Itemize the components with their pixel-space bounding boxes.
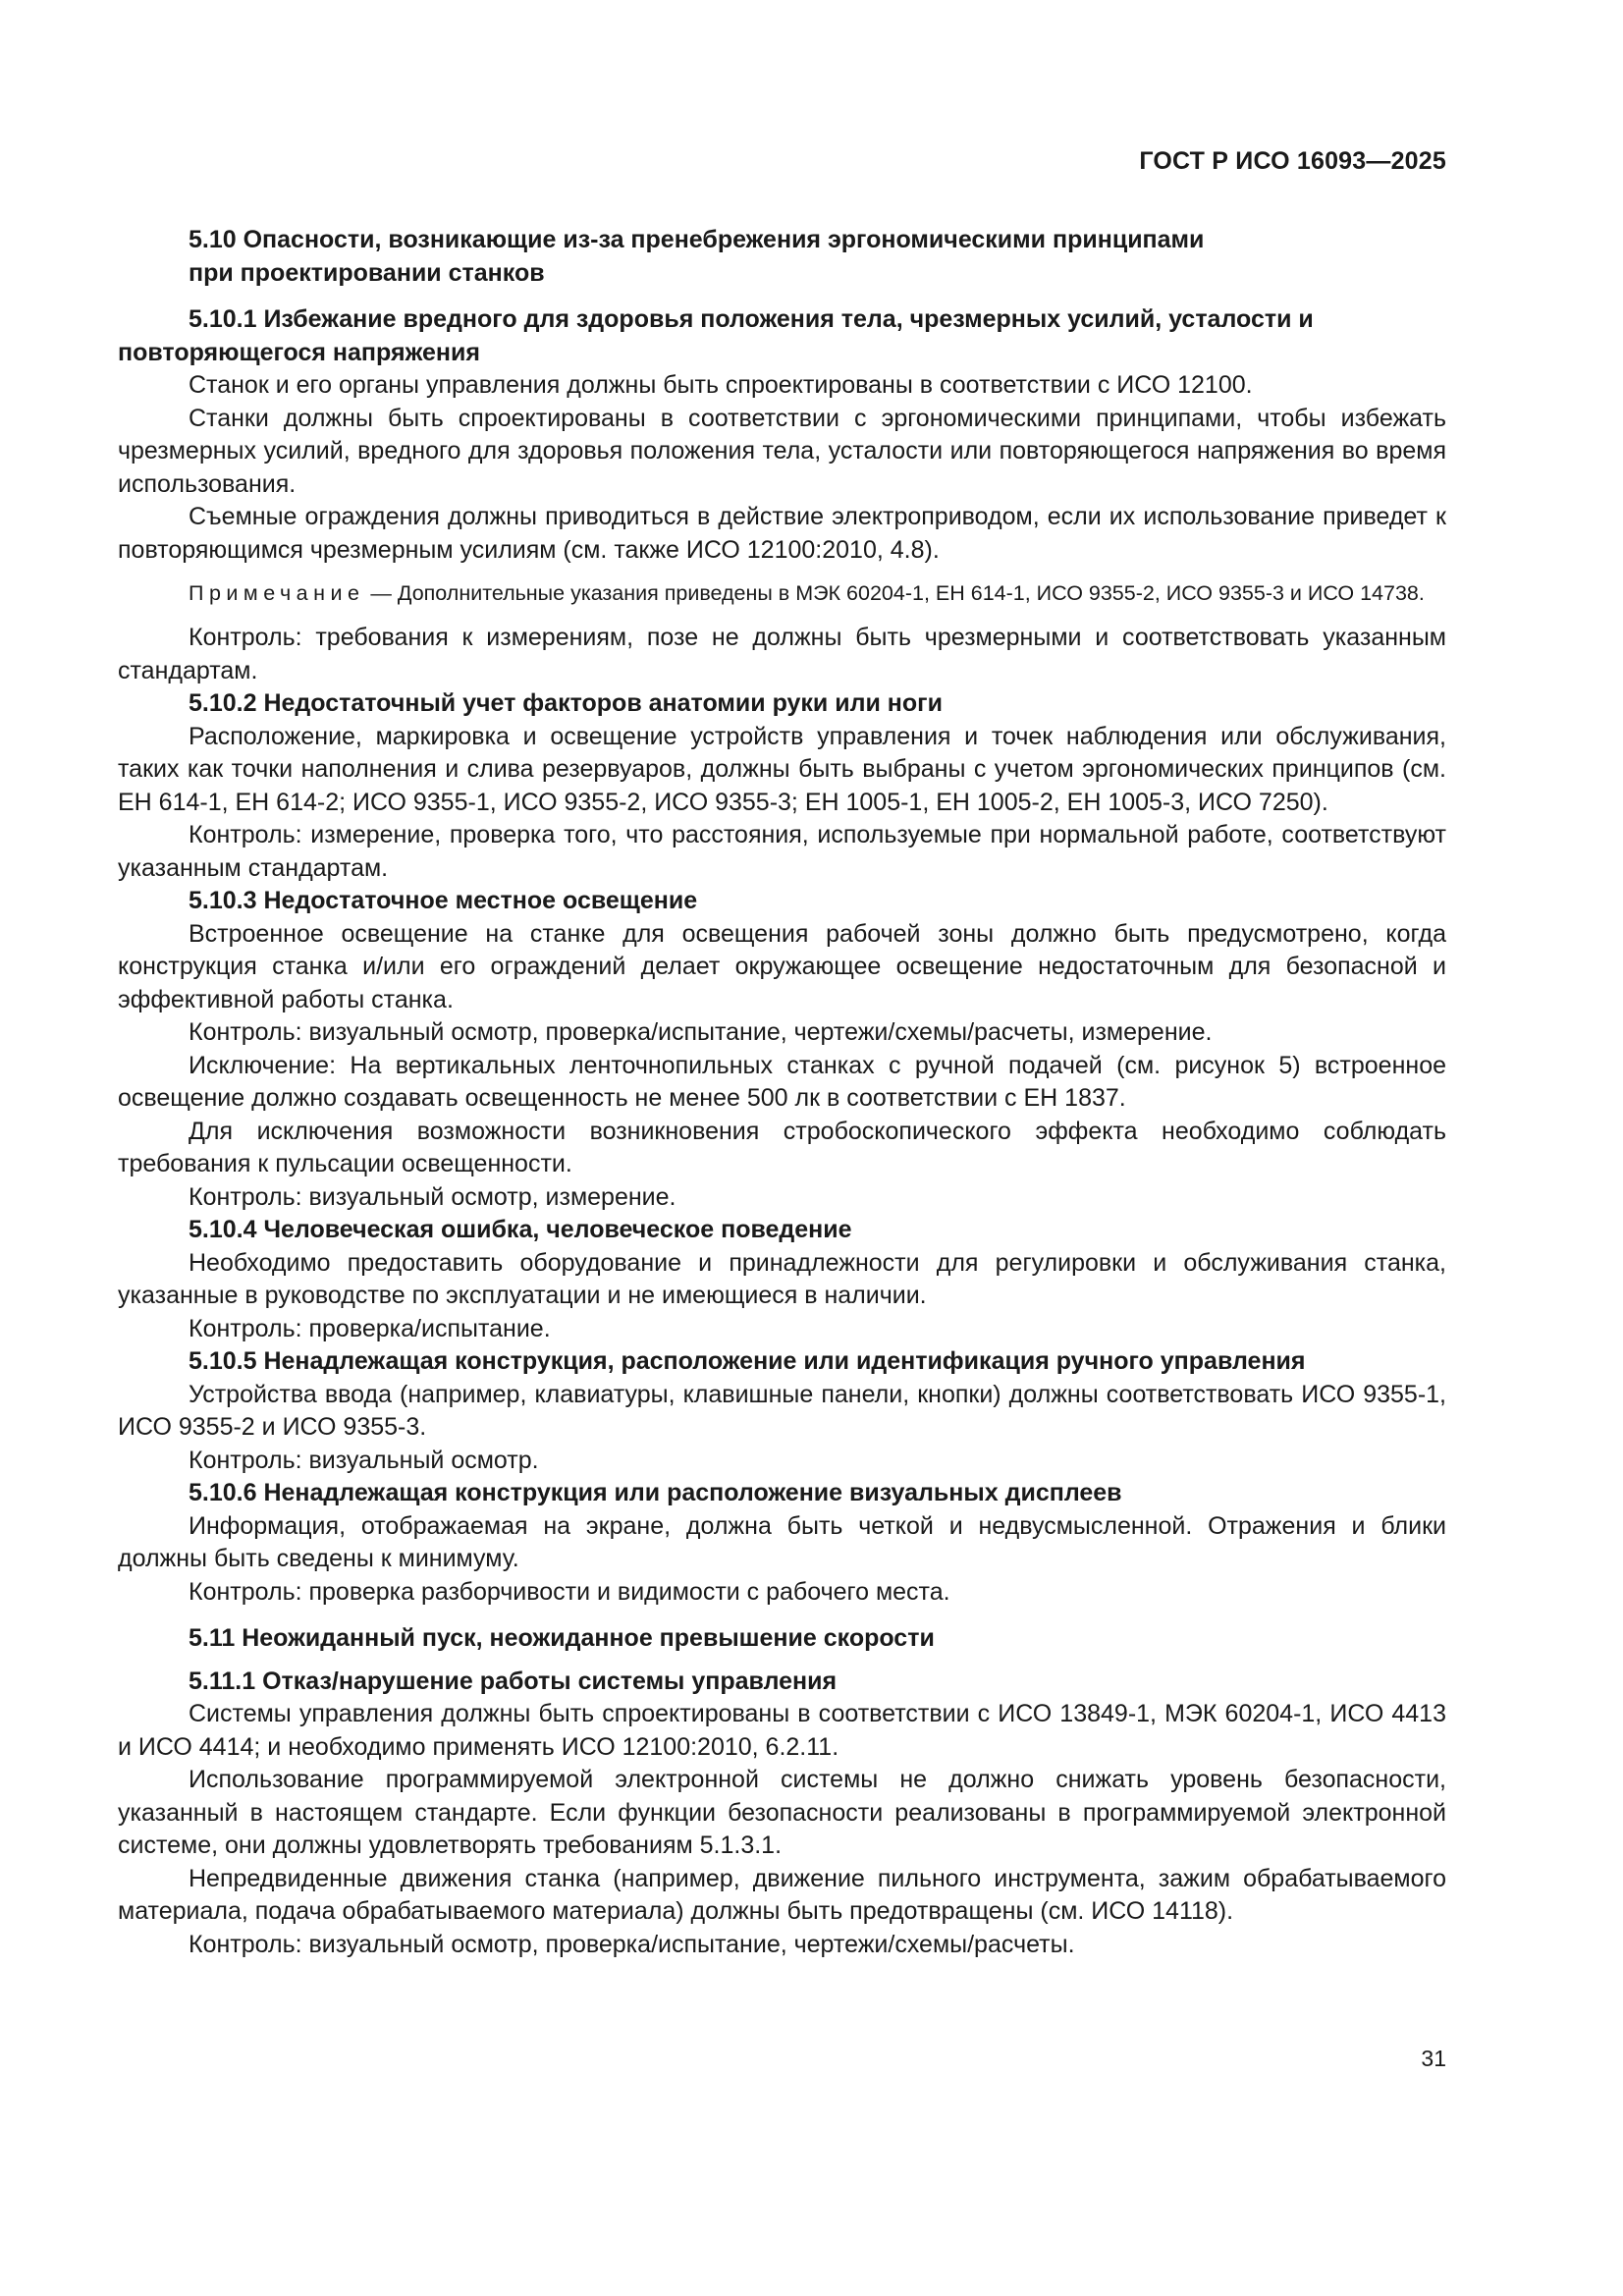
paragraph: Системы управления должны быть спроектированы в соответствии с ИСО 13849-1, МЭК 60204-1, ИСО 4413 и ИСО 4414; и необходимо применять ИСО 12100:2010, 6.2.11.	[118, 1700, 1446, 1761]
paragraph: Станок и его органы управления должны быть спроектированы в соответствии с ИСО 12100.	[189, 371, 1253, 399]
section-5-10-4-title: 5.10.4 Человеческая ошибка, человеческое поведение	[189, 1216, 852, 1243]
paragraph: Контроль: визуальный осмотр, проверка/испытание, чертежи/схемы/расчеты.	[189, 1930, 1075, 1958]
section-5-10-title-line1: 5.10 Опасности, возникающие из-за пренебрежения эргономическими принципами	[189, 226, 1205, 253]
paragraph: Контроль: измерение, проверка того, что расстояния, используемые при нормальной работе, соответствуют указанным стандартам.	[118, 821, 1446, 882]
paragraph: Встроенное освещение на станке для освещения рабочей зоны должно быть предусмотрено, когда конструкция станка и/или его ограждений делает окружающее освещение недостаточным для безопасной и эффективной работы станка.	[118, 919, 1446, 1013]
note-text: — Дополнительные указания приведены в МЭК 60204-1, ЕН 614-1, ИСО 9355-2, ИСО 9355-3 и ИСО 14738.	[364, 581, 1425, 605]
paragraph: Устройства ввода (например, клавиатуры, клавишные панели, кнопки) должны соответствовать ИСО 9355-1, ИСО 9355-2 и ИСО 9355-3.	[118, 1380, 1446, 1441]
section-5-10-2-title: 5.10.2 Недостаточный учет факторов анатомии руки или ноги	[189, 689, 943, 717]
section-5-10-5-title: 5.10.5 Ненадлежащая конструкция, расположение или идентификация ручного управления	[189, 1347, 1306, 1375]
note	[118, 578, 1446, 608]
paragraph: Непредвиденные движения станка (например, движение пильного инструмента, зажим обрабатываемого материала, подача обрабатываемого материала) должны быть предотвращены (см. ИСО 14118).	[118, 1864, 1446, 1925]
paragraph: Контроль: визуальный осмотр, измерение.	[189, 1182, 676, 1211]
document-body	[118, 224, 1446, 1961]
paragraph: Контроль: проверка разборчивости и видимости с рабочего места.	[189, 1577, 950, 1606]
paragraph: Контроль: визуальный осмотр.	[189, 1446, 539, 1474]
paragraph: Исключение: На вертикальных ленточнопильных станках с ручной подачей (см. рисунок 5) встроенное освещение должно создавать освещенность не менее 500 лк в соответствии с ЕН 1837.	[118, 1051, 1446, 1112]
paragraph: Контроль: требования к измерениям, позе не должны быть чрезмерными и соответствовать указанным стандартам.	[118, 624, 1446, 684]
paragraph: Контроль: проверка/испытание.	[189, 1314, 551, 1342]
page-number: 31	[1421, 2046, 1446, 2071]
paragraph: Необходимо предоставить оборудование и принадлежности для регулировки и обслуживания станка, указанные в руководстве по эксплуатации и не имеющиеся в наличии.	[118, 1248, 1446, 1309]
section-5-10-1-title: 5.10.1 Избежание вредного для здоровья положения тела, чрезмерных усилий, усталости и повторяющегося напряжения	[118, 305, 1314, 366]
paragraph: Станки должны быть спроектированы в соответствии с эргономическими принципами, чтобы избежать чрезмерных усилий, вредного для здоровья положения тела, усталости или повторяющегося напряжения во время использования.	[118, 404, 1446, 498]
paragraph: Для исключения возможности возникновения стробоскопического эффекта необходимо соблюдать требования к пульсации освещенности.	[118, 1117, 1446, 1177]
section-5-10-title-line2: при проектировании станков	[189, 258, 545, 287]
section-5-10-3-title: 5.10.3 Недостаточное местное освещение	[189, 887, 698, 914]
section-5-11-title: 5.11 Неожиданный пуск, неожиданное превышение скорости	[189, 1624, 935, 1652]
document-code-header: ГОСТ Р ИСО 16093—2025	[1139, 147, 1446, 175]
paragraph: Расположение, маркировка и освещение устройств управления и точек наблюдения или обслуживания, таких как точки наполнения и слива резервуаров, должны быть выбраны с учетом эргономических принципов (см. ЕН 614-1, ЕН 614-2; ИСО 9355-1, ИСО 9355-2, ИСО 9355-3; ЕН 1005-1, ЕН 1005-2, ЕН 1005-3, ИСО 7250).	[118, 722, 1446, 816]
paragraph: Съемные ограждения должны приводиться в действие электроприводом, если их использование приведет к повторяющимся чрезмерным усилиям (см. также ИСО 12100:2010, 4.8).	[118, 503, 1446, 564]
paragraph: Использование программируемой электронной системы не должно снижать уровень безопасности, указанный в настоящем стандарте. Если функции безопасности реализованы в программируемой электронной системе, они должны удовлетворять требованиям 5.1.3.1.	[118, 1766, 1446, 1859]
section-5-10-title	[118, 224, 1446, 290]
note-label: Примечание	[189, 581, 365, 605]
section-5-11-1-title: 5.11.1 Отказ/нарушение работы системы управления	[189, 1667, 838, 1695]
paragraph: Информация, отображаемая на экране, должна быть четкой и недвусмысленной. Отражения и блики должны быть сведены к минимуму.	[118, 1511, 1446, 1572]
paragraph: Контроль: визуальный осмотр, проверка/испытание, чертежи/схемы/расчеты, измерение.	[189, 1018, 1213, 1046]
section-5-10-6-title: 5.10.6 Ненадлежащая конструкция или расположение визуальных дисплеев	[189, 1479, 1122, 1506]
